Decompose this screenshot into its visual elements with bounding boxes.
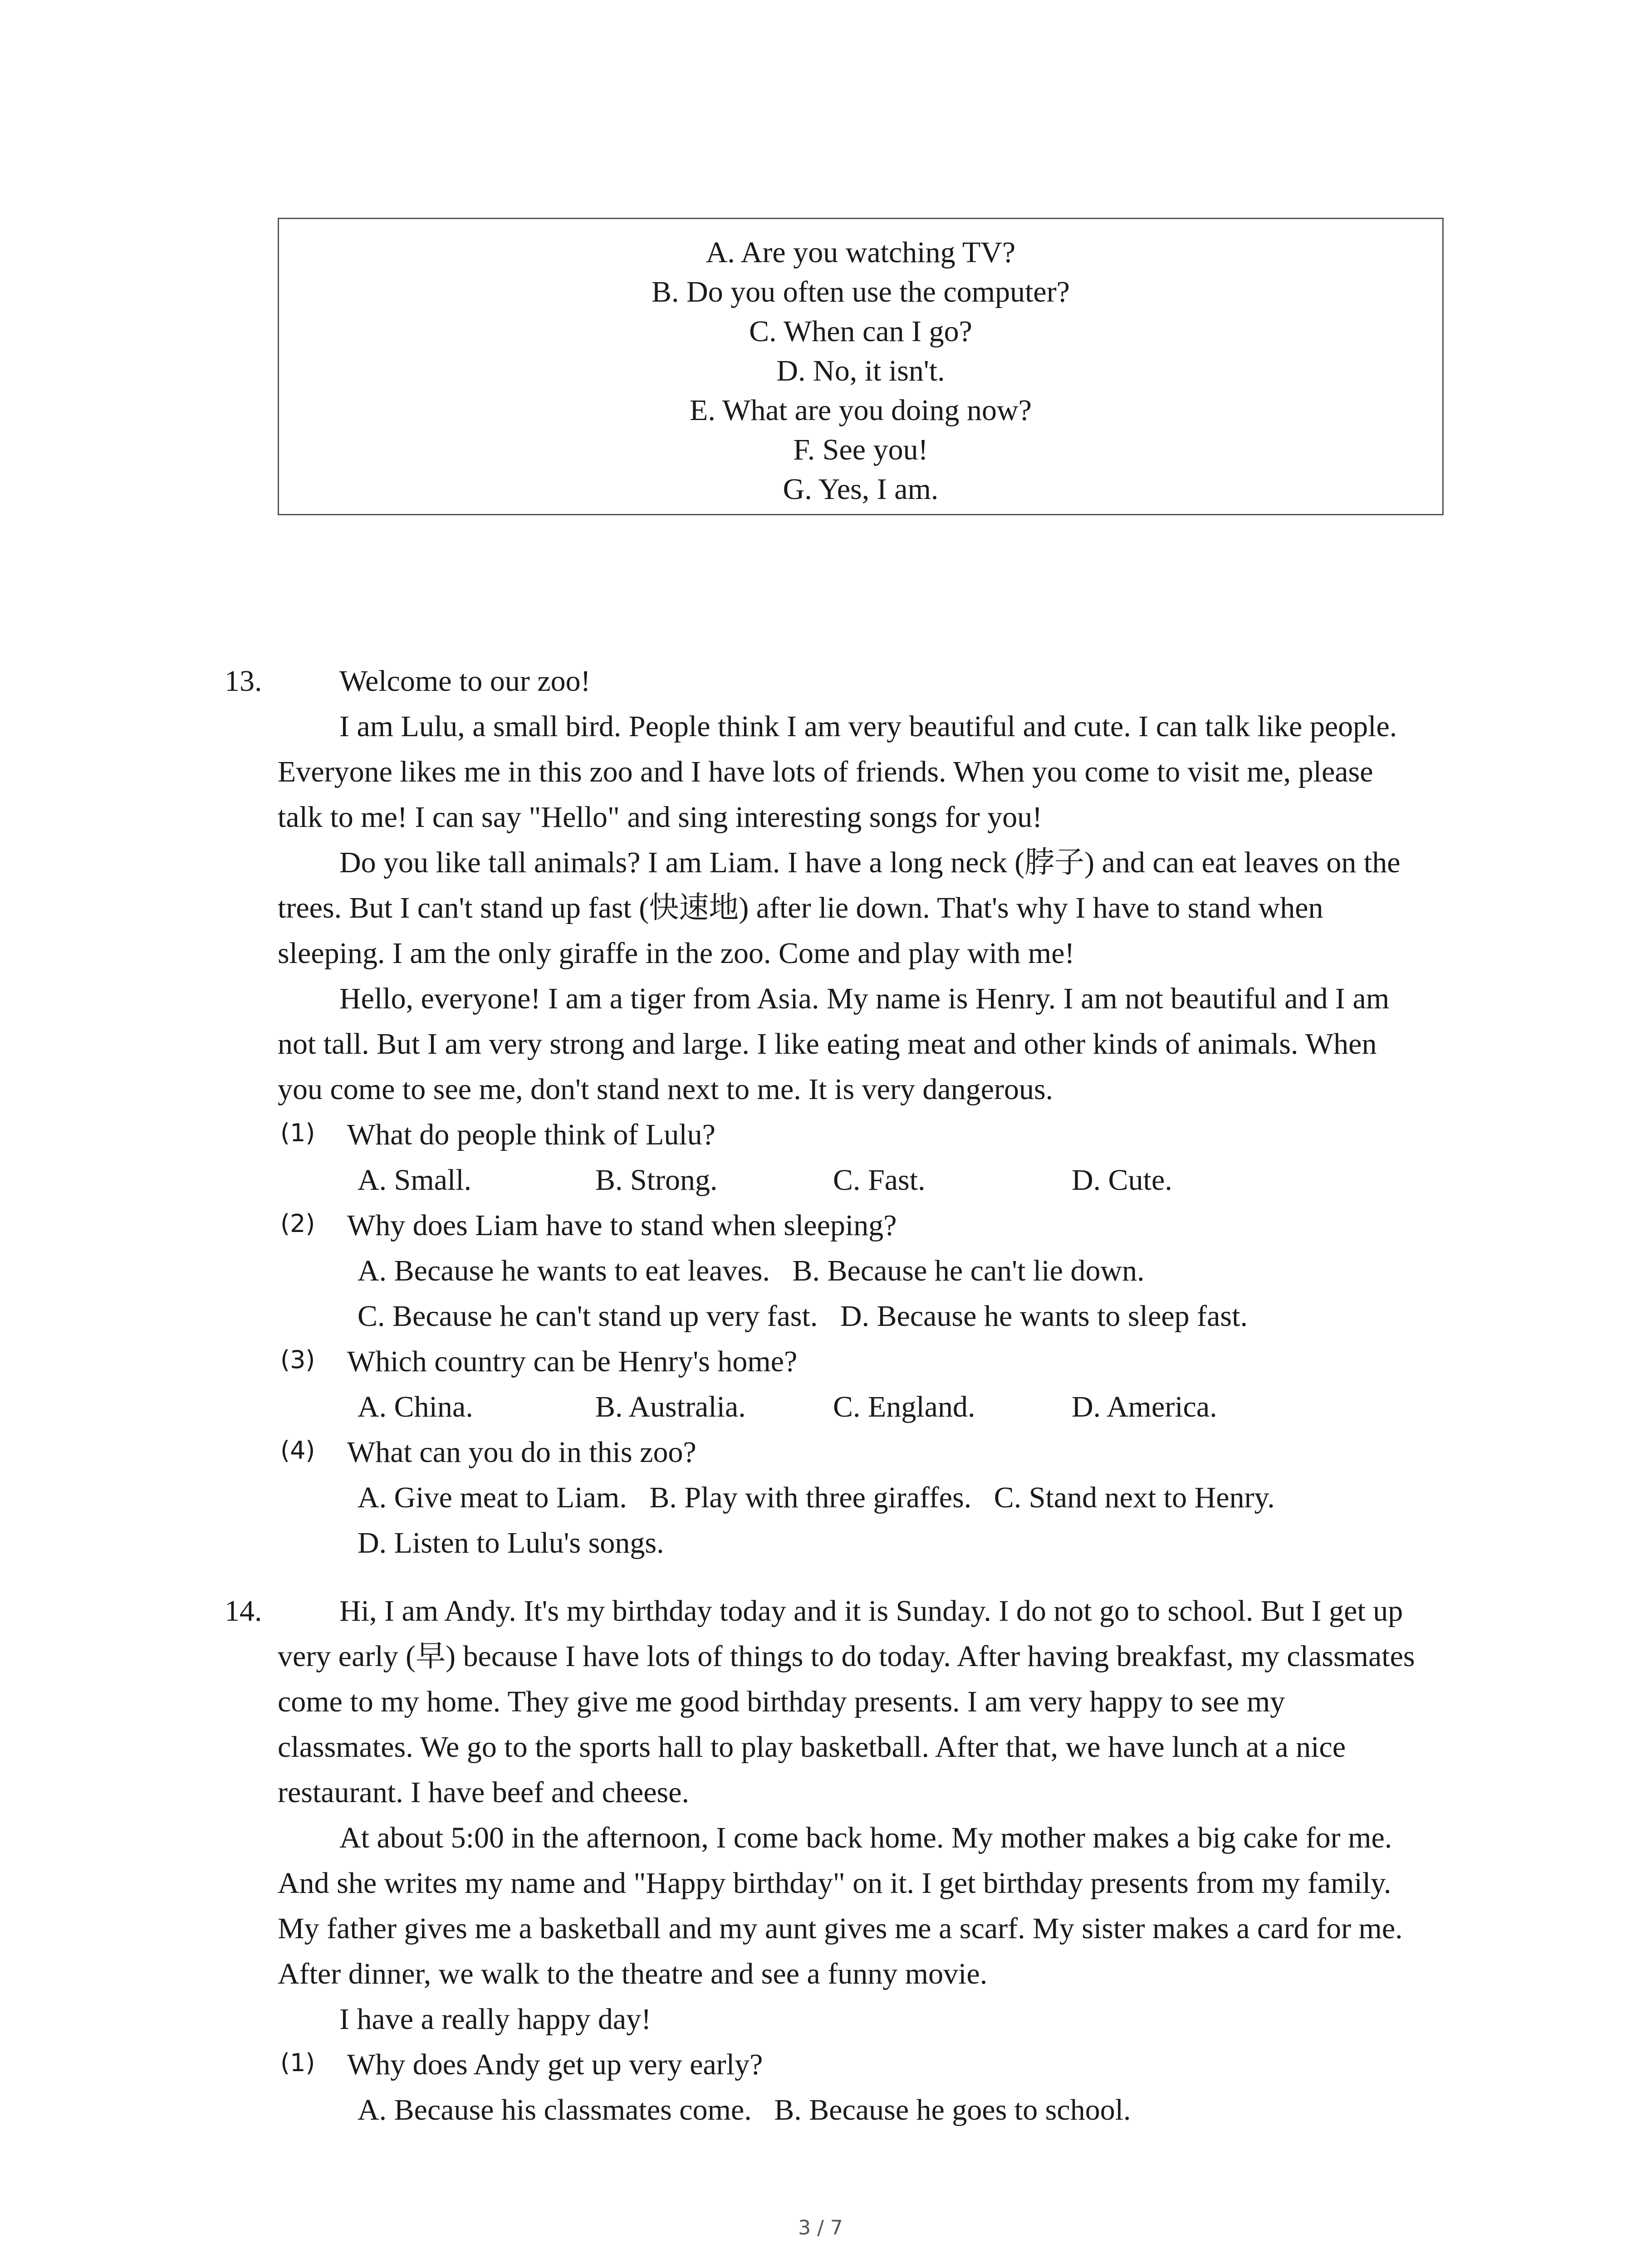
passage-title: Welcome to our zoo!: [339, 665, 591, 698]
passage-line: At about 5:00 in the afternoon, I come back home. My mother makes a big cake for me.: [339, 1821, 1392, 1854]
passage-line: I have a really happy day!: [339, 2003, 652, 2036]
passage-line: you come to see me, don't stand next to me. It is very dangerous.: [278, 1073, 1053, 1106]
option-line: D. No, it isn't.: [776, 354, 945, 387]
option-line: B. Do you often use the computer?: [652, 275, 1070, 308]
answer-option: D. Cute.: [1072, 1163, 1172, 1197]
sub-question-text: Which country can be Henry's home?: [347, 1345, 798, 1378]
sub-question-number: (2): [280, 1209, 315, 1238]
option-line: C. When can I go?: [749, 315, 972, 348]
answer-option: A. Small.: [358, 1163, 472, 1197]
passage-line: talk to me! I can say "Hello" and sing interesting songs for you!: [278, 801, 1043, 834]
passage-line: Hello, everyone! I am a tiger from Asia. My name is Henry. I am not beautiful and I am: [339, 982, 1390, 1015]
passage-line: sleeping. I am the only giraffe in the zoo. Come and play with me!: [278, 937, 1075, 970]
sub-question-text: What do people think of Lulu?: [347, 1118, 715, 1151]
passage-line: And she writes my name and "Happy birthday" on it. I get birthday presents from my family.: [278, 1867, 1391, 1900]
sub-question-text: Why does Liam have to stand when sleeping?: [347, 1209, 897, 1242]
answer-options-line: D. Listen to Lulu's songs.: [358, 1526, 664, 1559]
sub-question-number: (1): [280, 1119, 315, 1147]
sub-question-text: What can you do in this zoo?: [347, 1436, 696, 1469]
passage-line: very early (早) because I have lots of things to do today. After having breakfast, my classmates: [278, 1640, 1415, 1673]
passage-line: not tall. But I am very strong and large. I like eating meat and other kinds of animals. When: [278, 1027, 1377, 1061]
option-line: F. See you!: [793, 433, 928, 466]
answer-options-line: C. Because he can't stand up very fast. D. Because he wants to sleep fast.: [358, 1300, 1248, 1333]
answer-option: B. Strong.: [595, 1163, 718, 1197]
sub-question-number: (1): [280, 2048, 315, 2077]
passage-line: Do you like tall animals? I am Liam. I have a long neck (脖子) and can eat leaves on the: [339, 846, 1401, 879]
passage-line: After dinner, we walk to the theatre and see a funny movie.: [278, 1957, 988, 1990]
answer-option: D. America.: [1072, 1390, 1217, 1423]
answer-options-line: A. Because he wants to eat leaves. B. Because he can't lie down.: [358, 1254, 1145, 1287]
option-line: A. Are you watching TV?: [705, 236, 1016, 269]
sub-question-number: (4): [280, 1436, 315, 1465]
answer-options-line: A. Give meat to Liam. B. Play with three giraffes. C. Stand next to Henry.: [358, 1481, 1275, 1514]
sub-question-text: Why does Andy get up very early?: [347, 2048, 763, 2081]
passage-line: trees. But I can't stand up fast (快速地) after lie down. That's why I have to stand when: [278, 891, 1323, 924]
option-line: E. What are you doing now?: [690, 394, 1032, 427]
option-line: G. Yes, I am.: [783, 473, 939, 506]
sub-question-number: (3): [280, 1345, 315, 1374]
question-number: 14.: [225, 1594, 262, 1628]
passage-line: classmates. We go to the sports hall to play basketball. After that, we have lunch at a nice: [278, 1730, 1346, 1764]
options-box: [278, 218, 1444, 515]
question-number: 13.: [225, 665, 262, 698]
answer-option: B. Australia.: [595, 1390, 746, 1423]
passage-line: My father gives me a basketball and my aunt gives me a scarf. My sister makes a card for me.: [278, 1912, 1403, 1945]
answer-option: C. England.: [833, 1390, 975, 1423]
passage-line: restaurant. I have beef and cheese.: [278, 1776, 689, 1809]
passage-line: come to my home. They give me good birthday presents. I am very happy to see my: [278, 1685, 1285, 1718]
passage-line: I am Lulu, a small bird. People think I am very beautiful and cute. I can talk like people.: [339, 710, 1397, 743]
answer-options-line: A. Because his classmates come. B. Because he goes to school.: [358, 2093, 1131, 2126]
answer-option: C. Fast.: [833, 1163, 926, 1197]
passage-line: Everyone likes me in this zoo and I have lots of friends. When you come to visit me, please: [278, 755, 1373, 788]
passage-line: Hi, I am Andy. It's my birthday today and it is Sunday. I do not go to school. But I get up: [339, 1594, 1403, 1628]
page-number: 3 / 7: [798, 2216, 843, 2239]
answer-option: A. China.: [358, 1390, 473, 1423]
